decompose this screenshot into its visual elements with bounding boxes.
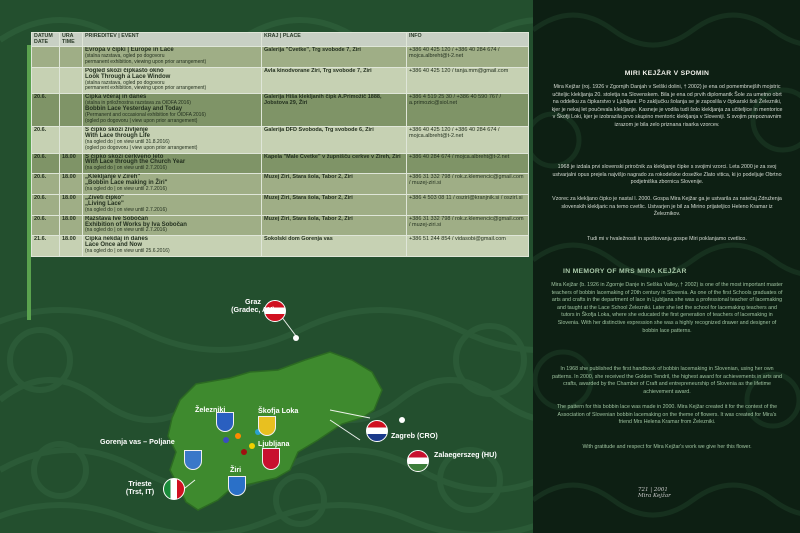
memoriam-en-p4: With gratitude and respect for Mira Kejžar's work we give her this flower.: [582, 444, 752, 450]
memoriam-sl-p3: Vzorec za klekljano čipko je nastal l. 2000. Gospa Mira Kejžar ga je ustvarila za natečaj Združenja slovenskih klekljaric na temo cvetlic. Ustvarjen je bil za Mirino prijateljico Heleno Kramar iz Železnikov.: [552, 196, 782, 218]
event-title: Pogled skozi čipkasto okno: [85, 67, 164, 74]
signature: 721 | 2001 Mira Kejžar: [638, 487, 671, 499]
event-note: (na ogled do | on view until 2.7.2016): [85, 186, 167, 193]
header-time: URA TIME: [60, 33, 83, 47]
label-zagreb: Zagreb (CRO): [391, 431, 438, 440]
event-info: +386 31 332 798 / rok.z.klemencic@gmail.com / muzej-ziri.si: [409, 174, 524, 187]
event-date: 20.6.: [34, 94, 47, 101]
memoriam-en-p3: The pattern for this bobbin lace was made in 2000. Mira Kejžar created it for the contest of the Association of Slovenian bobbin lacemaking on the theme of flowers. It was created for Mira's friend Mrs Helena Kramar from Železniki.: [556, 404, 778, 426]
label-graz: Graz (Gradec, AU): [231, 297, 275, 314]
event-note: (na ogled do | on view until 2.7.2016): [85, 165, 167, 172]
event-title: Razstava Ive Sobočan: [85, 215, 149, 222]
label-zalaegerszeg: Zalaegerszeg (HU): [434, 450, 497, 459]
memoriam-heading-en: IN MEMORY OF MRS MIRA KEJŽAR: [563, 268, 687, 275]
event-title: „Živeti čipko": [85, 194, 124, 201]
label-skofja-loka: Škofja Loka: [258, 406, 299, 415]
ziri-crest-icon: [228, 476, 246, 496]
event-date: 20.6.: [34, 215, 47, 222]
event-title-en: Look Through a Lace Window: [85, 73, 171, 80]
event-title: S čipko skozi življenje: [85, 126, 149, 133]
event-title-en: „Bobbin Lace making in Žiri": [85, 180, 168, 187]
event-info: +386 51 244 854 / vidasobi@gmail.com: [409, 236, 506, 243]
label-gorenja-vas: Gorenja vas – Poljane: [100, 437, 175, 446]
event-title-en: „Living Lace": [85, 200, 124, 207]
event-date: 21.6.: [34, 236, 47, 243]
italy-flag-icon: [163, 478, 185, 500]
event-title: S čipko skozi cerkveno leto: [85, 153, 164, 160]
event-info: +386 40 425 120 / +386 40 284 674 / mojca.albreht@t-2.net: [409, 126, 500, 139]
event-place: Galerija Hiša klekljanih čipk A.Primožič 1888, Jobstova 29, Žiri: [264, 94, 382, 107]
skofja-loka-crest-icon: [258, 416, 276, 436]
event-title-en: Bobbin Lace Yesterday and Today: [85, 106, 183, 113]
ljubljana-crest-icon: [262, 448, 280, 470]
label-trieste: Trieste (Trst, IT): [125, 479, 155, 496]
event-info: +386 31 332 798 / rok.z.klemencic@gmail.com / muzej-ziri.si: [409, 215, 524, 228]
croatia-flag-icon: [366, 420, 388, 442]
event-place: Muzej Žiri, Stara šola, Tabor 2, Žiri: [264, 174, 353, 181]
event-time: 18.00: [62, 194, 76, 201]
event-date: 20.6.: [34, 126, 47, 133]
event-note: (na ogled do | on view until 2.7.2016): [85, 227, 167, 234]
event-place: Sokolski dom Gorenja vas: [264, 236, 333, 243]
event-info: +386 4 503 08 11 / oszirí@kranjnik.si / oszirí.si: [409, 194, 523, 201]
label-ljubljana: Ljubljana: [258, 439, 290, 448]
event-title-en: With Lace through Life: [85, 132, 150, 139]
right-panel: [533, 0, 800, 533]
event-time: 18.00: [62, 236, 76, 243]
zelezniki-crest-icon: [216, 412, 234, 432]
event-note: (na ogled do | on view until 31.8.2016): [85, 138, 170, 145]
event-title: Čipka včeraj in danes: [85, 94, 147, 101]
memoriam-sl-p4: Tudi mi v hvaležnosti in spoštovanju gospe Miri poklanjamo cvetlico.: [587, 236, 747, 242]
memoriam-heading-sl: MIRI KEJŽAR V SPOMIN: [624, 70, 710, 77]
event-info: +386 40 425 120 / tanja.mm@gmail.com: [409, 67, 509, 74]
event-date: 20.6.: [34, 174, 47, 181]
event-title: „Klekljanje v Žireh": [85, 174, 141, 181]
event-note: (stalna razstava, ogled po dogovoru: [85, 52, 165, 59]
event-place: Galerija DFD Svoboda, Trg svobode 6, Žiri: [264, 126, 374, 133]
header-place: KRAJ | PLACE: [262, 33, 407, 47]
memoriam-sl-p2: 1968 je izdala prvi slovenski priročnik za klekljanje čipke s svojimi vzorci. Leta 2000 je za svoj ustvarjalni opus prejela najvišjo nagrado za rokodelske dosežke Zlato vitica, ki jo podeljuje Obrtno podjetniška zbornica Slovenije.: [552, 164, 782, 186]
memoriam-en-p2: In 1968 she published the first handbook of bobbin lacemaking in Slovenian, using her own patterns. In 2000, she received the Golden Tendril, the highest award for achievements in arts and crafts, awarded by the Chamber of Craft and entrepreneurship of Slovenia as the lifetime achievement award.: [552, 366, 782, 395]
event-note: permanent exhibition, viewing upon prior arrangement): [85, 85, 207, 92]
event-title-en: Lace Once and Now: [85, 242, 143, 249]
event-title: Čipka nekdaj in danes: [85, 236, 149, 243]
memoriam-sl-p1: Mira Kejžar (roj. 1926 v Zgornjih Danjah v Selški dolini, † 2002) je ena od pomembnejših mojstric učiteljic klekljanja 20. stoletja na Slovenskem. Bila je ena od prvih diplomantk Šole za umetno obrt na oddelku za čipkarstvo v Ljubljani. Po zaključku šolanja se je zaposlila v čipkarski šoli Železniki, kjer je nekaj let poučevala klekljanje. Kasneje je vodila tudi šolo klekljanja za učiteljice in mentorice v Škofji Loki, kjer je izobrazila prvo skupino mentoric klekljanja v Sloveniji. S svojim prepoznavnim izrazom je bila zelo priznana risarka vzorcev.: [551, 84, 783, 128]
event-info: +386 4 519 25 30 / +386 40 590 767 / a.primozic@siol.net: [409, 94, 502, 107]
header-date: DATUM DATE: [32, 33, 60, 47]
event-place: Avla kinodvorane Žiri, Trg svobode 7, Žiri: [264, 67, 372, 74]
event-note: (na ogled do | on view until 2.7.2016): [85, 206, 167, 213]
event-title: Evropa v čipki | Europe in Lace: [85, 47, 174, 53]
event-note: (ogled po dogovoru | view upon prior arrangement): [85, 144, 198, 151]
event-note: (ogled po dogovoru | view upon prior arrangement): [85, 117, 198, 124]
event-info: +386 40 425 120 / +386 40 284 674 / mojca.albreht@t-2.net: [409, 47, 500, 59]
memoriam-en-p1: Mira Kejžar (b. 1926 in Zgornje Danje in Selška Valley, † 2002) is one of the most important master teachers of bobbin lacemaking of 20th century in Slovenia. As one of the first Schools graduates of arts and crafts in the department of lace in Ljubljana she was a professional teacher of lacemaking and taught at the Lace School Železniki. Later she led the school for lacemaking teachers and tutors in Škofja Loka, where she educated the first generation of teachers of lacemaking in Slovenia. With her distinctive expression she was a highly recognized drawer and designer of bobbin lace patterns.: [551, 282, 783, 334]
event-date: 20.6.: [34, 153, 47, 160]
header-info: INFO: [407, 33, 529, 47]
event-title-en: With Lace through the Church Year: [85, 159, 186, 166]
event-time: 18.00: [62, 174, 76, 181]
event-note: (stalna in priložnostna razstava za OIDFA 2016): [85, 100, 191, 107]
event-place: Muzej Žiri, Stara šola, Tabor 2, Žiri: [264, 215, 353, 222]
event-info: +386 40 284 674 / mojca.albreht@t-2.net: [409, 153, 510, 160]
header-event: PRIREDITEV | EVENT: [83, 33, 262, 47]
hungary-flag-icon: [407, 450, 429, 472]
event-note: permanent exhibition, viewing upon prior arrangement): [85, 58, 207, 65]
gorenja-vas-crest-icon: [184, 450, 202, 470]
label-zelezniki: Železniki: [195, 405, 226, 414]
event-note: (stalna razstava, ogled po dogovoru: [85, 79, 165, 86]
event-note: (na ogled do | on view until 25.6.2016): [85, 248, 170, 255]
event-place: Muzej Žiri, Stara šola, Tabor 2, Žiri: [264, 194, 353, 201]
event-date: 20.6.: [34, 194, 47, 201]
event-time: 18.00: [62, 215, 76, 222]
lace-background-pattern-dark: [533, 0, 800, 533]
event-title-en: Exhibition of Works by Iva Sobočan: [85, 221, 187, 228]
event-time: 18.00: [62, 153, 76, 160]
event-note: (Permanent and occasional exhibition for OIDFA 2016): [85, 112, 206, 119]
label-ziri: Žiri: [230, 465, 242, 474]
event-place: Galerija "Cvetke", Trg svobode 7, Žiri: [264, 47, 361, 53]
event-place: Kapela "Male Cvetke" v župnišču cerkve v Žireh, Žiri: [264, 153, 401, 160]
